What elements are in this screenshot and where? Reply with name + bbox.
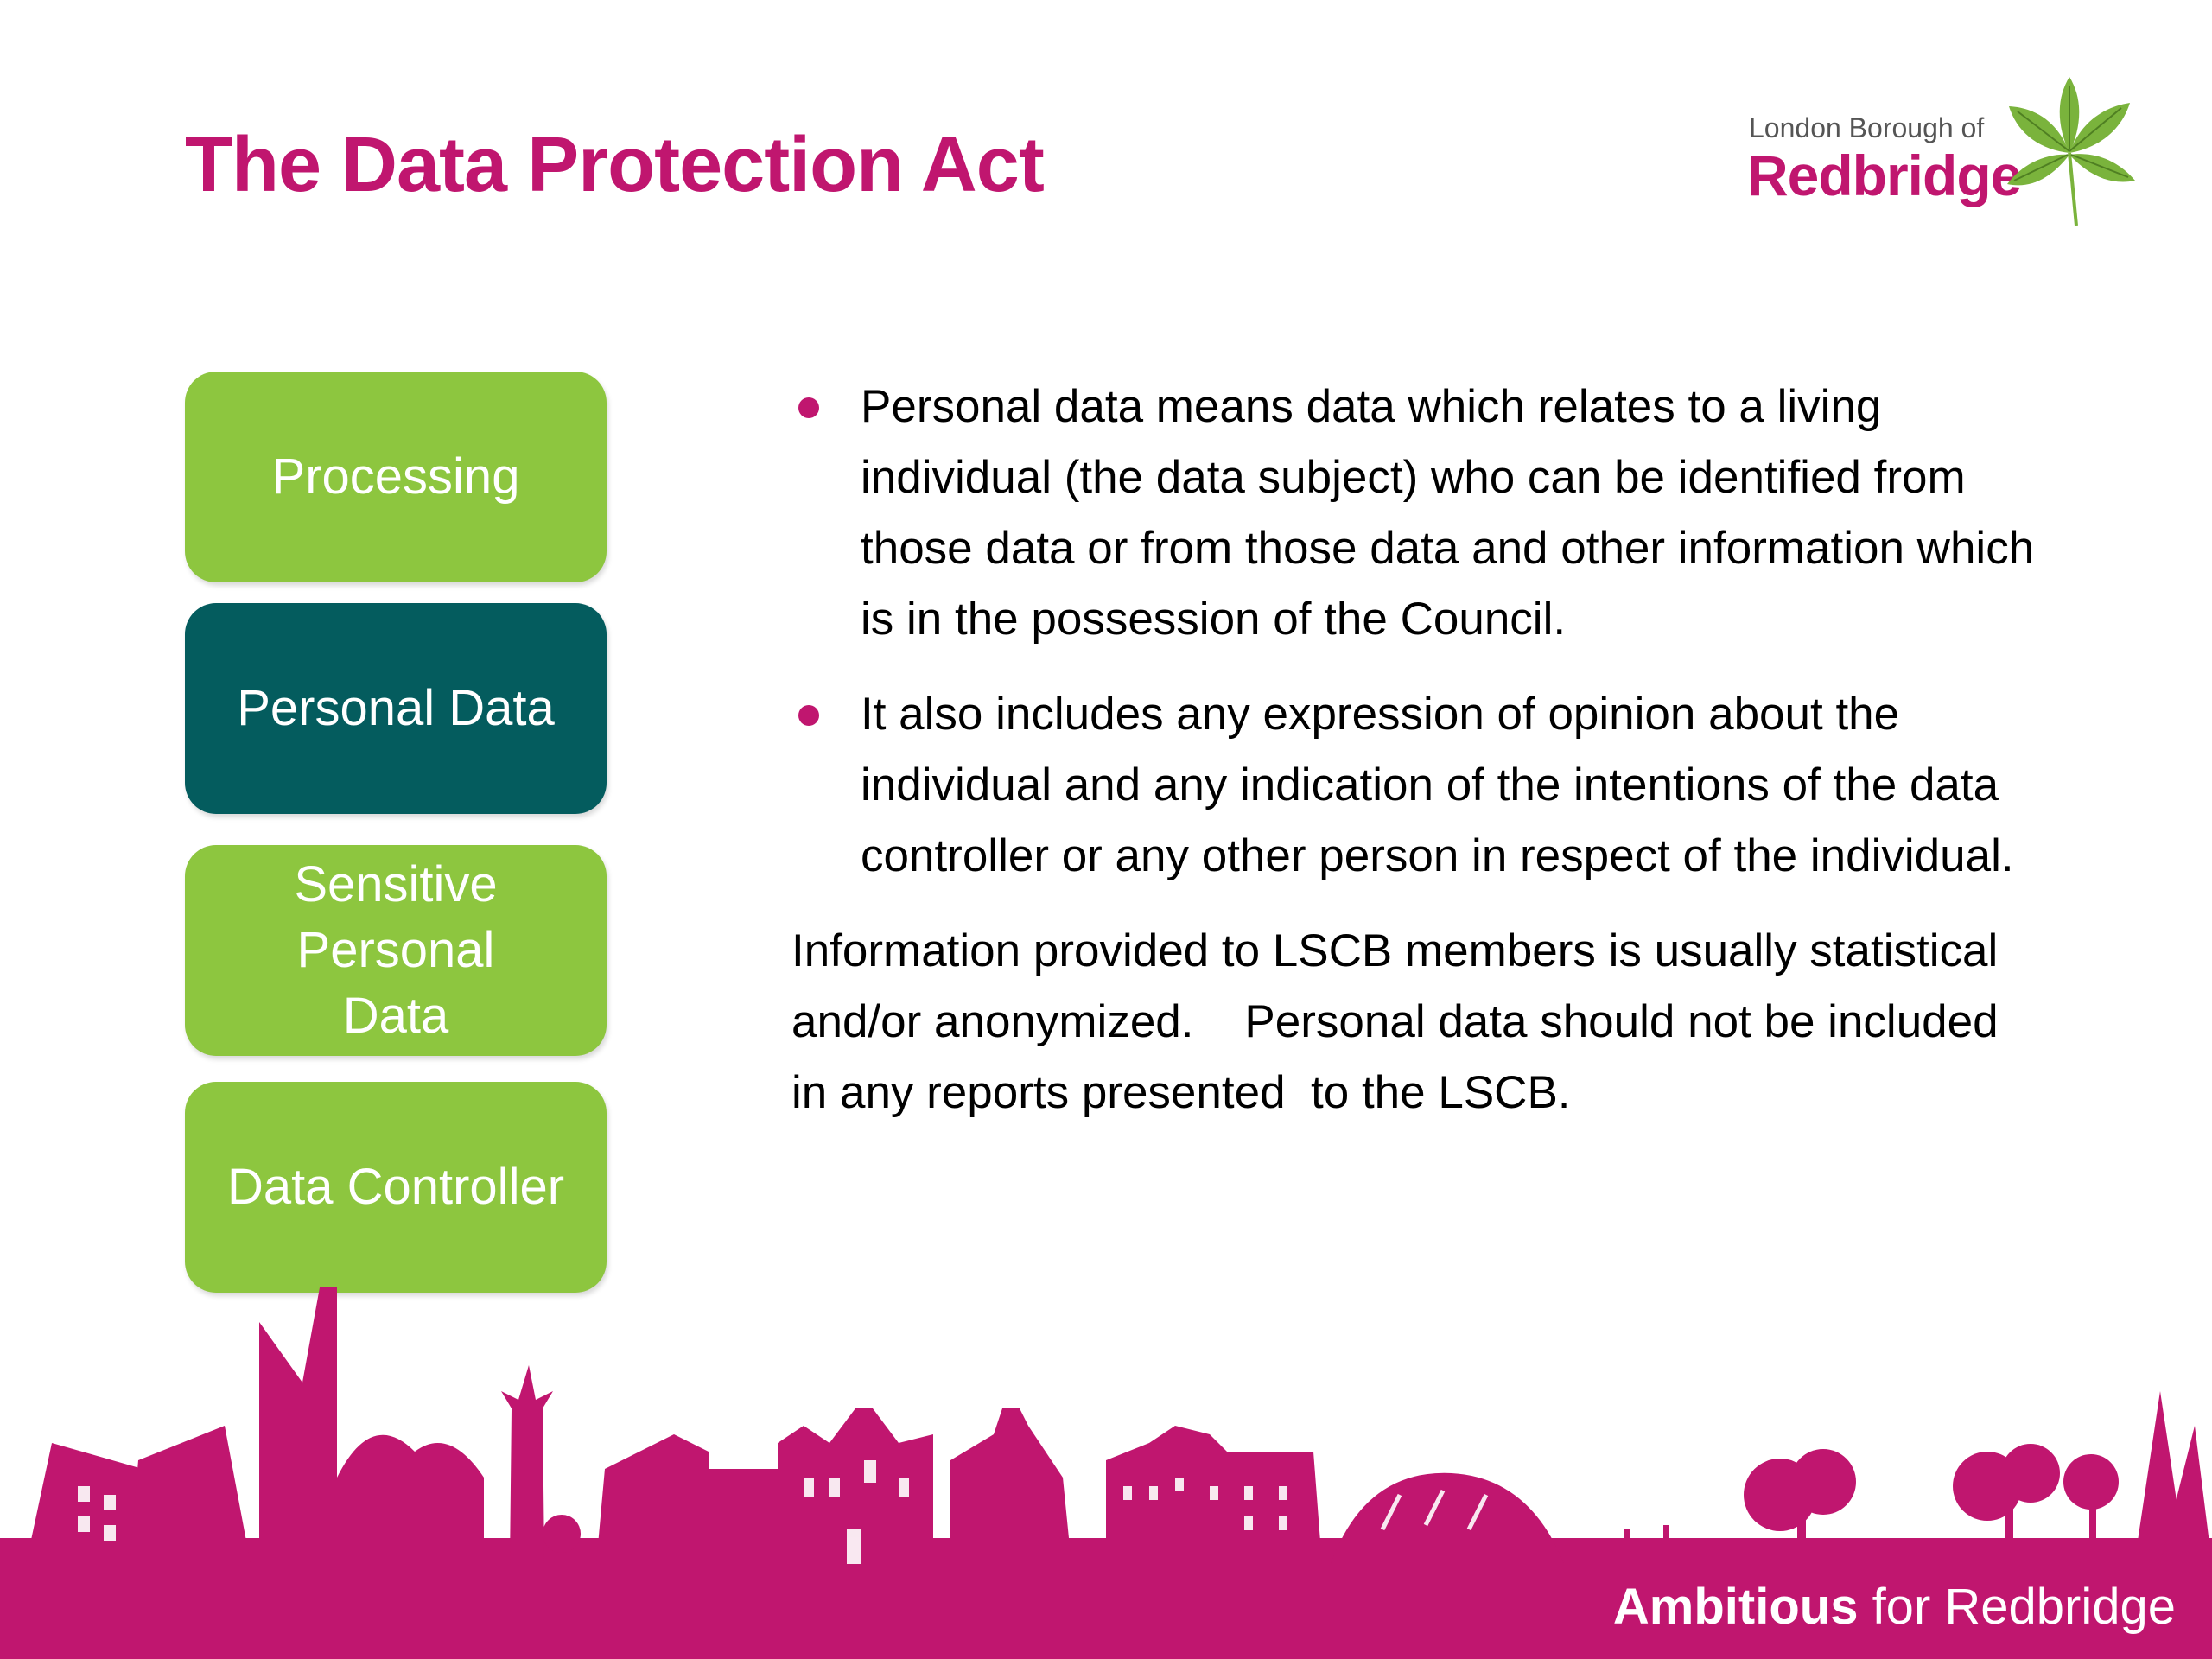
bullet-text: Personal data means data which relates to a living individual (the data subject) who can be identified from those data or from those data and other information which is in the possession of the Council. <box>861 381 2035 645</box>
concept-box-processing[interactable] <box>185 372 607 582</box>
slide-title: The Data Protection Act <box>185 122 1044 208</box>
concept-label: Personal Data <box>237 680 555 736</box>
logo-big-text: Redbridge <box>1747 143 2022 207</box>
concept-label: Processing <box>271 448 520 505</box>
note-text: Information provided to LSCB members is usually statistical and/or anonymized. Personal data should not be included in any reports presented to the LSCB. <box>791 925 2012 1118</box>
concept-box-personal-data[interactable] <box>185 603 607 814</box>
redbridge-logo <box>1728 73 2160 238</box>
concept-box-data-controller[interactable] <box>185 1082 607 1293</box>
logo-small-text: London Borough of <box>1749 112 1985 143</box>
bullet-item <box>791 372 2036 655</box>
tagline-strong: Ambitious <box>1612 1579 1859 1635</box>
chestnut-leaf-icon <box>2000 73 2139 229</box>
bullet-dot <box>798 397 819 418</box>
concept-box-sensitive-personal-data[interactable] <box>185 845 607 1056</box>
bullet-text: It also includes any expression of opinion about the individual and any indication of the intentions of the data controller or any other person in respect of the individual. <box>861 689 2014 881</box>
bullet-item <box>791 679 2036 892</box>
footer-tagline <box>1613 1578 2176 1636</box>
content-area <box>791 372 2036 1128</box>
concept-label: Sensitive Personal Data <box>294 856 498 1044</box>
tagline-rest: for Redbridge <box>1858 1579 2176 1635</box>
bullet-dot <box>798 705 819 726</box>
concept-label: Data Controller <box>226 1159 565 1215</box>
